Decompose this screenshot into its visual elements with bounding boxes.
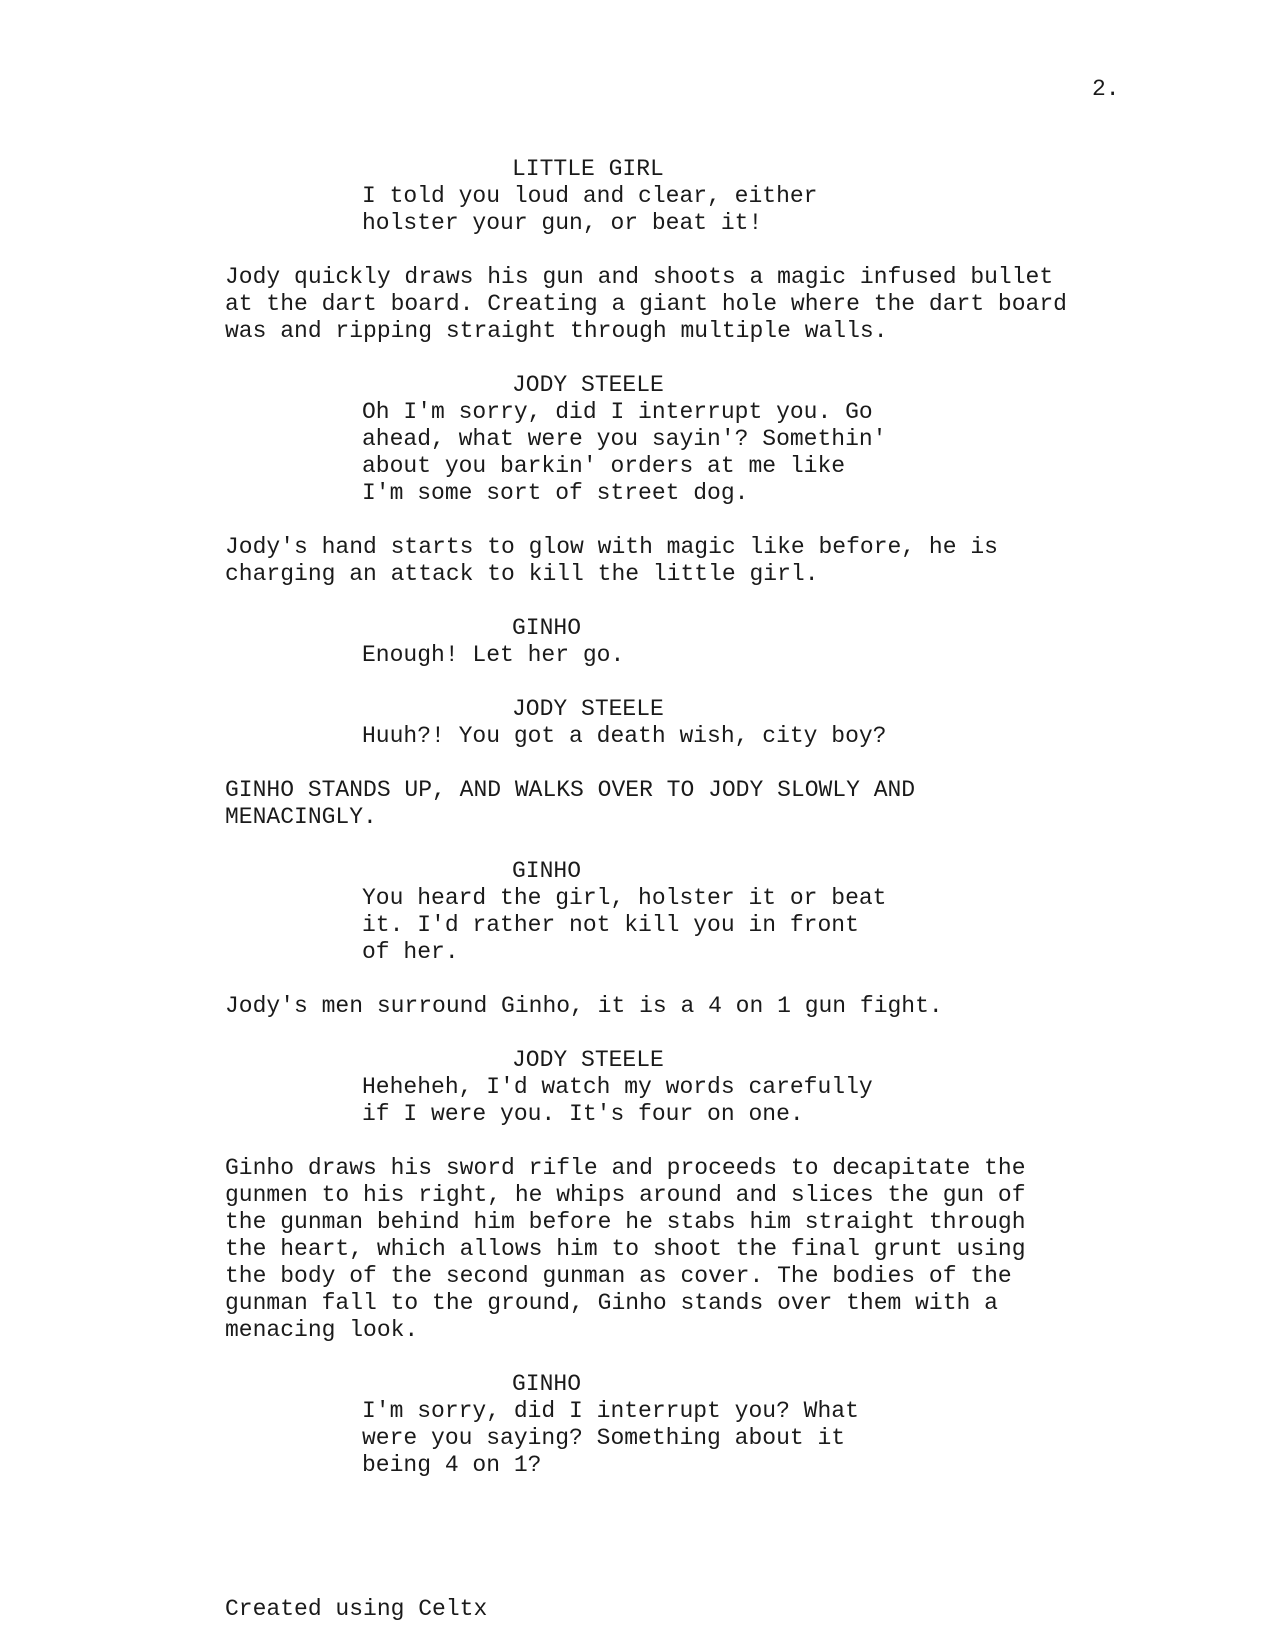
- action-text: Ginho draws his sword rifle and proceeds to decapitate the gunmen to his right, he whips around and slices the gun of the gunman behind him before he stabs him straight through the heart, which allows him to shoot the final grunt using the body of the second gunman as cover. The bodies of the gunman fall to the ground, Ginho stands over them with a menacing look.: [225, 1155, 1026, 1343]
- action-text: GINHO STANDS UP, AND WALKS OVER TO JODY SLOWLY AND MENACINGLY.: [225, 777, 916, 830]
- footer-credit: Created using Celtx: [225, 1596, 488, 1622]
- character-name: JODY STEELE: [512, 372, 664, 398]
- dialogue-text: I'm sorry, did I interrupt you? What were you saying? Something about it being 4 on 1?: [362, 1398, 859, 1478]
- character-name: LITTLE GIRL: [512, 156, 664, 182]
- action-text: Jody quickly draws his gun and shoots a magic infused bullet at the dart board. Creating a giant hole where the dart board was and ripping straight through multiple walls.: [225, 264, 1067, 344]
- dialogue-text: Oh I'm sorry, did I interrupt you. Go ahead, what were you sayin'? Somethin' about you barkin' orders at me like I'm some sort of street dog.: [362, 399, 887, 506]
- character-name: JODY STEELE: [512, 696, 664, 722]
- action-text: Jody's hand starts to glow with magic like before, he is charging an attack to kill the little girl.: [225, 534, 998, 587]
- dialogue-text: Huuh?! You got a death wish, city boy?: [362, 723, 887, 749]
- dialogue-text: I told you loud and clear, either holster your gun, or beat it!: [362, 183, 818, 236]
- action-text: Jody's men surround Ginho, it is a 4 on 1 gun fight.: [225, 993, 943, 1019]
- character-name: GINHO: [512, 615, 582, 641]
- dialogue-text: Enough! Let her go.: [362, 642, 625, 668]
- dialogue-text: Heheheh, I'd watch my words carefully if I were you. It's four on one.: [362, 1074, 873, 1127]
- script-body: [0, 156, 1275, 1479]
- character-name: JODY STEELE: [512, 1047, 664, 1073]
- character-name: GINHO: [512, 858, 582, 884]
- dialogue-text: You heard the girl, holster it or beat it. I'd rather not kill you in front of her.: [362, 885, 887, 965]
- character-name: GINHO: [512, 1371, 582, 1397]
- page-number: 2.: [1092, 76, 1120, 102]
